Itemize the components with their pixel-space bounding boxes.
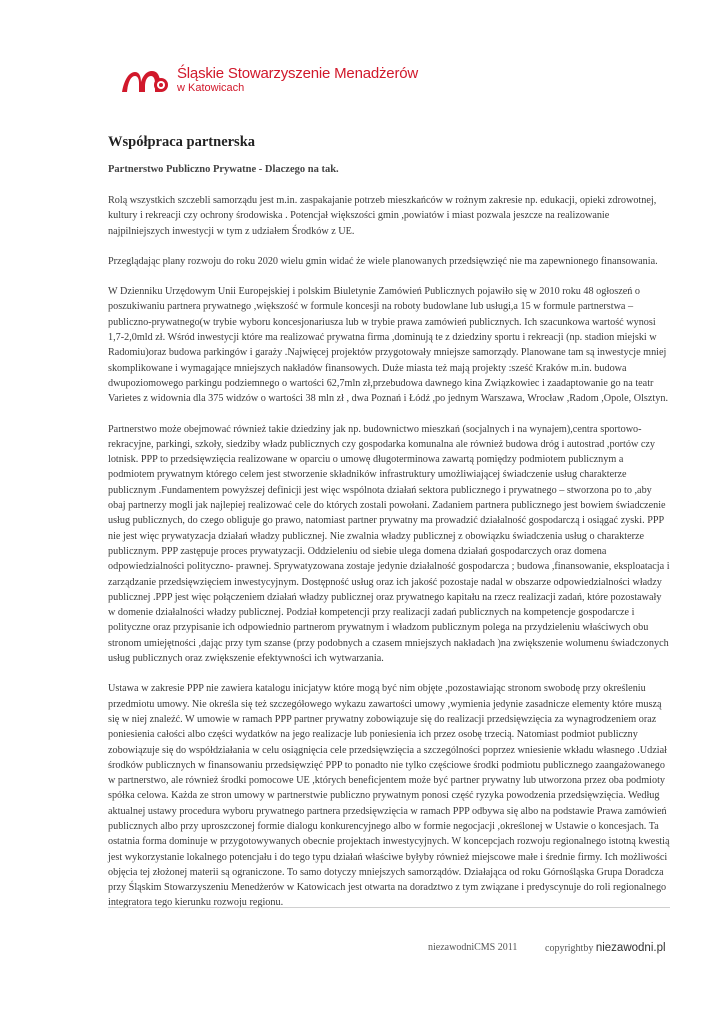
article-paragraph: Partnerstwo może obejmować również takie dziedziny jak np. budownictwo mieszkań (socjalnych i na wynajem),centra sportowo-rekracyjne, parkingi, szkoły, siedziby władz publicznych czy gospodarka komunalna ale również budowa dróg i autostrad ,portów czy lotnisk. PPP to przedsięwzięcia realizowane w oparciu o umowę długoterminowa zawartą pomiędzy podmiotem publicznym a podmiotem prywatnym którego celem jest stworzenie składników infrastruktury umożliwiającej świadczenie usług charakterze publicznym .Fundamentem powyższej definicji jest więc wspólnota działań sektora publicznego i prywatnego – stworzona po to ,aby obaj partnerzy mogli jak najlepiej realizować cele do których zostali powołani. Zadaniem partnera publicznego jest bowiem świadczenie usług publicznych, do czego obliguje go prawo, natomiast partner prywatny ma prowadzić działalność gospodarczą i osiągać zyski. PPP nie jest więc prywatyzacja działań władzy publicznej. Nie zwalnia władzy publicznej z obowiązku świadczenia usług o charakterze publicznym. PPP zastępuje proces prywatyzacji. Oddzieleniu od siebie ulega domena działań gospodarczych oraz domena odpowiedzialności polityczno- prawnej. Sprywatyzowana zostaje jedynie działalność gospodarcza ; budowa ,finansowanie, eksploatacja i zarządzanie przedsięwzięciem inwestycyjnym. Dostępność usług oraz ich jakość pozostaje nadal w obszarze odpowiedzialności władzy publicznej .PPP jest więc połączeniem działań władzy publicznej oraz prywatnego kapitału na rzecz realizacji zadań, które pozostawały w domenie działalności władzy publicznej. Podział kompetencji przy realizacji zadań publicznych na kompetencje gospodarcze i polityczne oraz przypisanie ich odpowiednio partnerom prywatnym i władzom publicznym polega na przydzieleniu właściwych obu stronom umiejętności ,dając przy tym szanse (przy podobnych a czasem mniejszych nakładach )na zwiększenie wolumenu świadczonych usług publicznych oraz zwiększenie efektywności ich wytwarzania.	[108, 423, 670, 665]
copyright-brand-link[interactable]: niezawodni.pl	[595, 942, 666, 954]
page-title: Współpraca partnerska	[108, 134, 256, 150]
ssm-logo-icon[interactable]	[120, 62, 170, 98]
cms-label: niezawodniCMS 2011	[428, 942, 518, 953]
article-paragraph: Rolą wszystkich szczebli samorządu jest m.in. zaspakajanie potrzeb mieszkańców w rożnym zakresie np. edukacji, opieki zdrowotnej, kultury i rekreacji czy ochrony środowiska . Potencjał większości gmin ,powiatów i miast pozwala jeszcze na realizowanie najpilniejszych inwestycji w tym z udziałem Środków z UE.	[108, 195, 657, 237]
footer-divider	[108, 907, 670, 908]
org-name	[177, 65, 418, 95]
org-name-line2: w Katowicach	[177, 82, 245, 94]
org-name-line1: Śląskie Stowarzyszenie Menadżerów	[177, 65, 419, 82]
article	[108, 133, 670, 926]
article-paragraph: Ustawa w zakresie PPP nie zawiera katalogu inicjatyw które mogą być nim objęte ,pozostawiając stronom swobodę przy określeniu przedmiotu umowy. Nie określa się też szczegółowego wykazu zawartości umowy ,wymienia jedynie zasadnicze elementy które muszą się w niej znaleźć. W umowie w ramach PPP partner prywatny zobowiązuje się do realizacji przedsięwzięcia za wynagrodzeniem oraz poniesienia całości albo części wydatków na jego realizacje lub poniesienia ich przez osobę trzecią. Natomiast podmiot publiczny zobowiązuje się do współdziałania w celu osiągnięcia cele przedsięwzięcia a szczególności poprzez wniesienie wkładu własnego .Udział środków publicznych w finansowaniu przedsięwzięć PPP to ponadto nie tylko częściowe środki podmiotu publicznego zaangażowanego w partnerstwo, ale również środki pomocowe UE ,których beneficjentem może być partner prywatny lub utworzona przez oba podmioty spółka celowa. Każda ze stron umowy w partnerstwie publiczno prywatnym ponosi część ryzyka powodzenia przedsięwzięcia. Według aktualnej ustawy procedura wyboru prywatnego partnera przedsięwzięcia w ramach PPP odbywa się albo na podstawie Prawa zamówień publicznych albo przy uproszczonej formie dialogu konkurencyjnego albo w formie negocjacji ,określonej w Ustawie o koncesjach. Ta ostatnia forma dominuje w przygotowywanych obecnie projektach inwestycyjnych. W koncepcjach rozwoju regionalnego istotną kwestią jest wykorzystanie lokalnego potencjału i do tego typu działań właściwe byłyby również miejscowe małe i średnie firmy. Ich możliwości objęcia tej złożonej materii są ograniczone. To samo dotyczy mniejszych samorządów. Działająca od roku Górnośląska Grupa Doradcza przy Śląskim Stowarzyszeniu Menedżerów w Katowicach jest otwarta na doradztwo z tym związane i predyscynuje do roli regionalnego integratora tego kierunku rozwoju regionu.	[108, 683, 670, 909]
copyright-prefix: copyrightby	[545, 943, 594, 954]
copyright	[545, 942, 666, 954]
article-paragraph: W Dzienniku Urzędowym Unii Europejskiej i polskim Biuletynie Zamówień Publicznych pojawiło się w 2010 roku 48 ogłoszeń o poszukiwaniu partnera prywatnego ,większość w formule koncesji na roboty budowlane lub usługi,a 15 w formule partnerstwa – publiczno-prywatnego(w trybie wyboru koncesjonariusza lub w trybie prawa zamówień publicznych. Ich szacunkowa wartość wynosi 1,7-2,0mld zł. Wśród inwestycji które ma realizować prywatna firma ,dominują te z dziedziny sportu i rekreacji (np. stadion miejski w Radomiu)oraz budowa parkingów i garaży .Najwięcej projektów przygotowały mniejsze samorządy. Planowane tam są inwestycje mniej skomplikowane i wymagające mniejszych nakładów finansowych. Duże miasta też mają projekty :sześć Kraków m.in. budowa dwupoziomowego parkingu podziemnego o wartości 62,7mln zł,przebudowa dawnego kina Związkowiec i zaadaptowanie go na teatr Varietes z widownia dla 375 widzów o wartości 38 mln zł , dwa Poznań i Łódź ,po jednym Warszawa, Wrocław ,Radom ,Opole, Olsztyn.	[108, 286, 668, 405]
article-paragraph: Przeglądając plany rozwoju do roku 2020 wielu gmin widać że wiele planowanych przedsięwzięć nie ma zapewnionego finansowania.	[108, 255, 658, 267]
site-header	[120, 60, 520, 100]
article-subtitle: Partnerstwo Publiczno Prywatne - Dlaczego na tak.	[108, 164, 339, 175]
